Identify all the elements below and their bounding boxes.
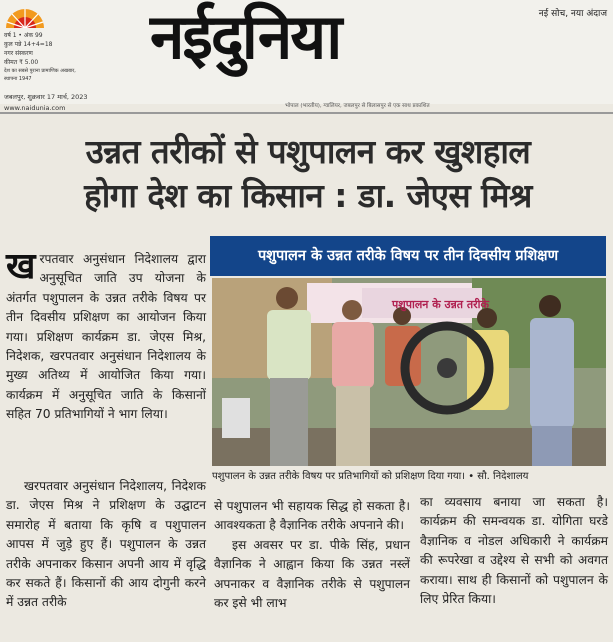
headline-line-2: होगा देश का किसान : डा. जेएस मिश्र bbox=[84, 176, 532, 215]
issue-info: वर्ष 1 • अंक 99 bbox=[4, 32, 43, 39]
paragraph-1: रपतवार अनुसंधान निदेशालय द्वारा अनुसूचित जाति उप योजना के अंतर्गत पशुपालन के उन्नत तरीके विषय पर तीन दिवसीय प्रशिक्षण का आयोजन किया गया। प्रशिक्षण कार्यक्रम डा. जेएस मिश्र, निदेशक, खरपतवार अनुसंधान निदेशालय के मुख्य अतिथ्य में आयोजित किया गया। कार्यक्रम में अनुसूचित जाति के किसानों सहित 70 प्रतिभागियों ने भाग लिया। bbox=[6, 252, 206, 422]
website: www.naidunia.com bbox=[4, 104, 66, 112]
paragraph-5: का व्यवसाय बनाया जा सकता है। कार्यक्रम की समन्वयक डा. योगिता घरडे वैज्ञानिक व नोडल अधिकारी ने कार्यक्रम की रूपरेखा व उद्देश्य से सभी को अवगत कराया। साथ ही किसानों को पशुपालन के लिए प्रेरित किया। bbox=[420, 495, 608, 607]
headline bbox=[10, 130, 606, 218]
subheading-box: पशुपालन के उन्नत तरीके विषय पर तीन दिवसीय प्रशिक्षण bbox=[210, 236, 606, 276]
editions-note: भोपाल (भारतीय), ग्वालियर, जबलपुर से बिलासपुर से एक साथ प्रकाशित bbox=[285, 103, 430, 109]
paragraph-2: खरपतवार अनुसंधान निदेशालय, निदेशक डा. जेएस मिश्र ने प्रशिक्षण के उद्घाटन समारोह में बताया कि कृषि व पशुपालन आपस में जुड़े हुए हैं। पशुपालन के उन्नत तरीके अपनाकर किसान अपनी आय में वृद्धि कर सकते हैं। किसानों की आय दोगुनी करने में उन्नत तरीके bbox=[6, 479, 206, 610]
drop-cap: ख bbox=[6, 246, 36, 287]
article-column-1 bbox=[6, 246, 206, 425]
divider bbox=[0, 112, 613, 114]
sun-logo-icon bbox=[4, 6, 46, 28]
page-count: कुल पन्ने 14+4=18 bbox=[4, 41, 53, 48]
event-photo bbox=[212, 278, 606, 466]
dateline: जबलपुर, शुक्रवार 17 मार्च, 2023 bbox=[4, 93, 88, 101]
paper-note: देश का सबसे पुराना प्रामाणिक अखबार, स्थापना 1947 bbox=[4, 68, 76, 82]
tagline: नई सोच, नया अंदाज bbox=[538, 9, 607, 19]
headline-line-1: उन्नत तरीकों से पशुपालन कर खुशहाल bbox=[85, 132, 531, 171]
newspaper-title: नईदुनिया bbox=[150, 0, 341, 73]
banner-text: पशुपालन के उन्नत तरीके bbox=[392, 298, 489, 311]
edition-name: नगर संस्करण bbox=[4, 50, 33, 57]
paragraph-4: इस अवसर पर डा. पीके सिंह, प्रधान वैज्ञानिक ने आह्वान किया कि उन्नत नस्लें अपनाकर व वैज्ञानिक तरीके से पशुपालन कर इसे भी लाभ bbox=[214, 537, 410, 611]
article-column-2 bbox=[214, 497, 410, 613]
price: कीमत ₹ 5.00 bbox=[4, 59, 39, 66]
paragraph-3: से पशुपालन भी सहायक सिद्ध हो सकता है। आवश्यकता है वैज्ञानिक तरीके अपनाने की। bbox=[214, 499, 410, 533]
photo-caption: पशुपालन के उन्नत तरीके विषय पर प्रतिभागियों को प्रशिक्षण दिया गया। • सौ. निदेशालय bbox=[212, 471, 529, 482]
photo-illustration bbox=[212, 278, 606, 466]
